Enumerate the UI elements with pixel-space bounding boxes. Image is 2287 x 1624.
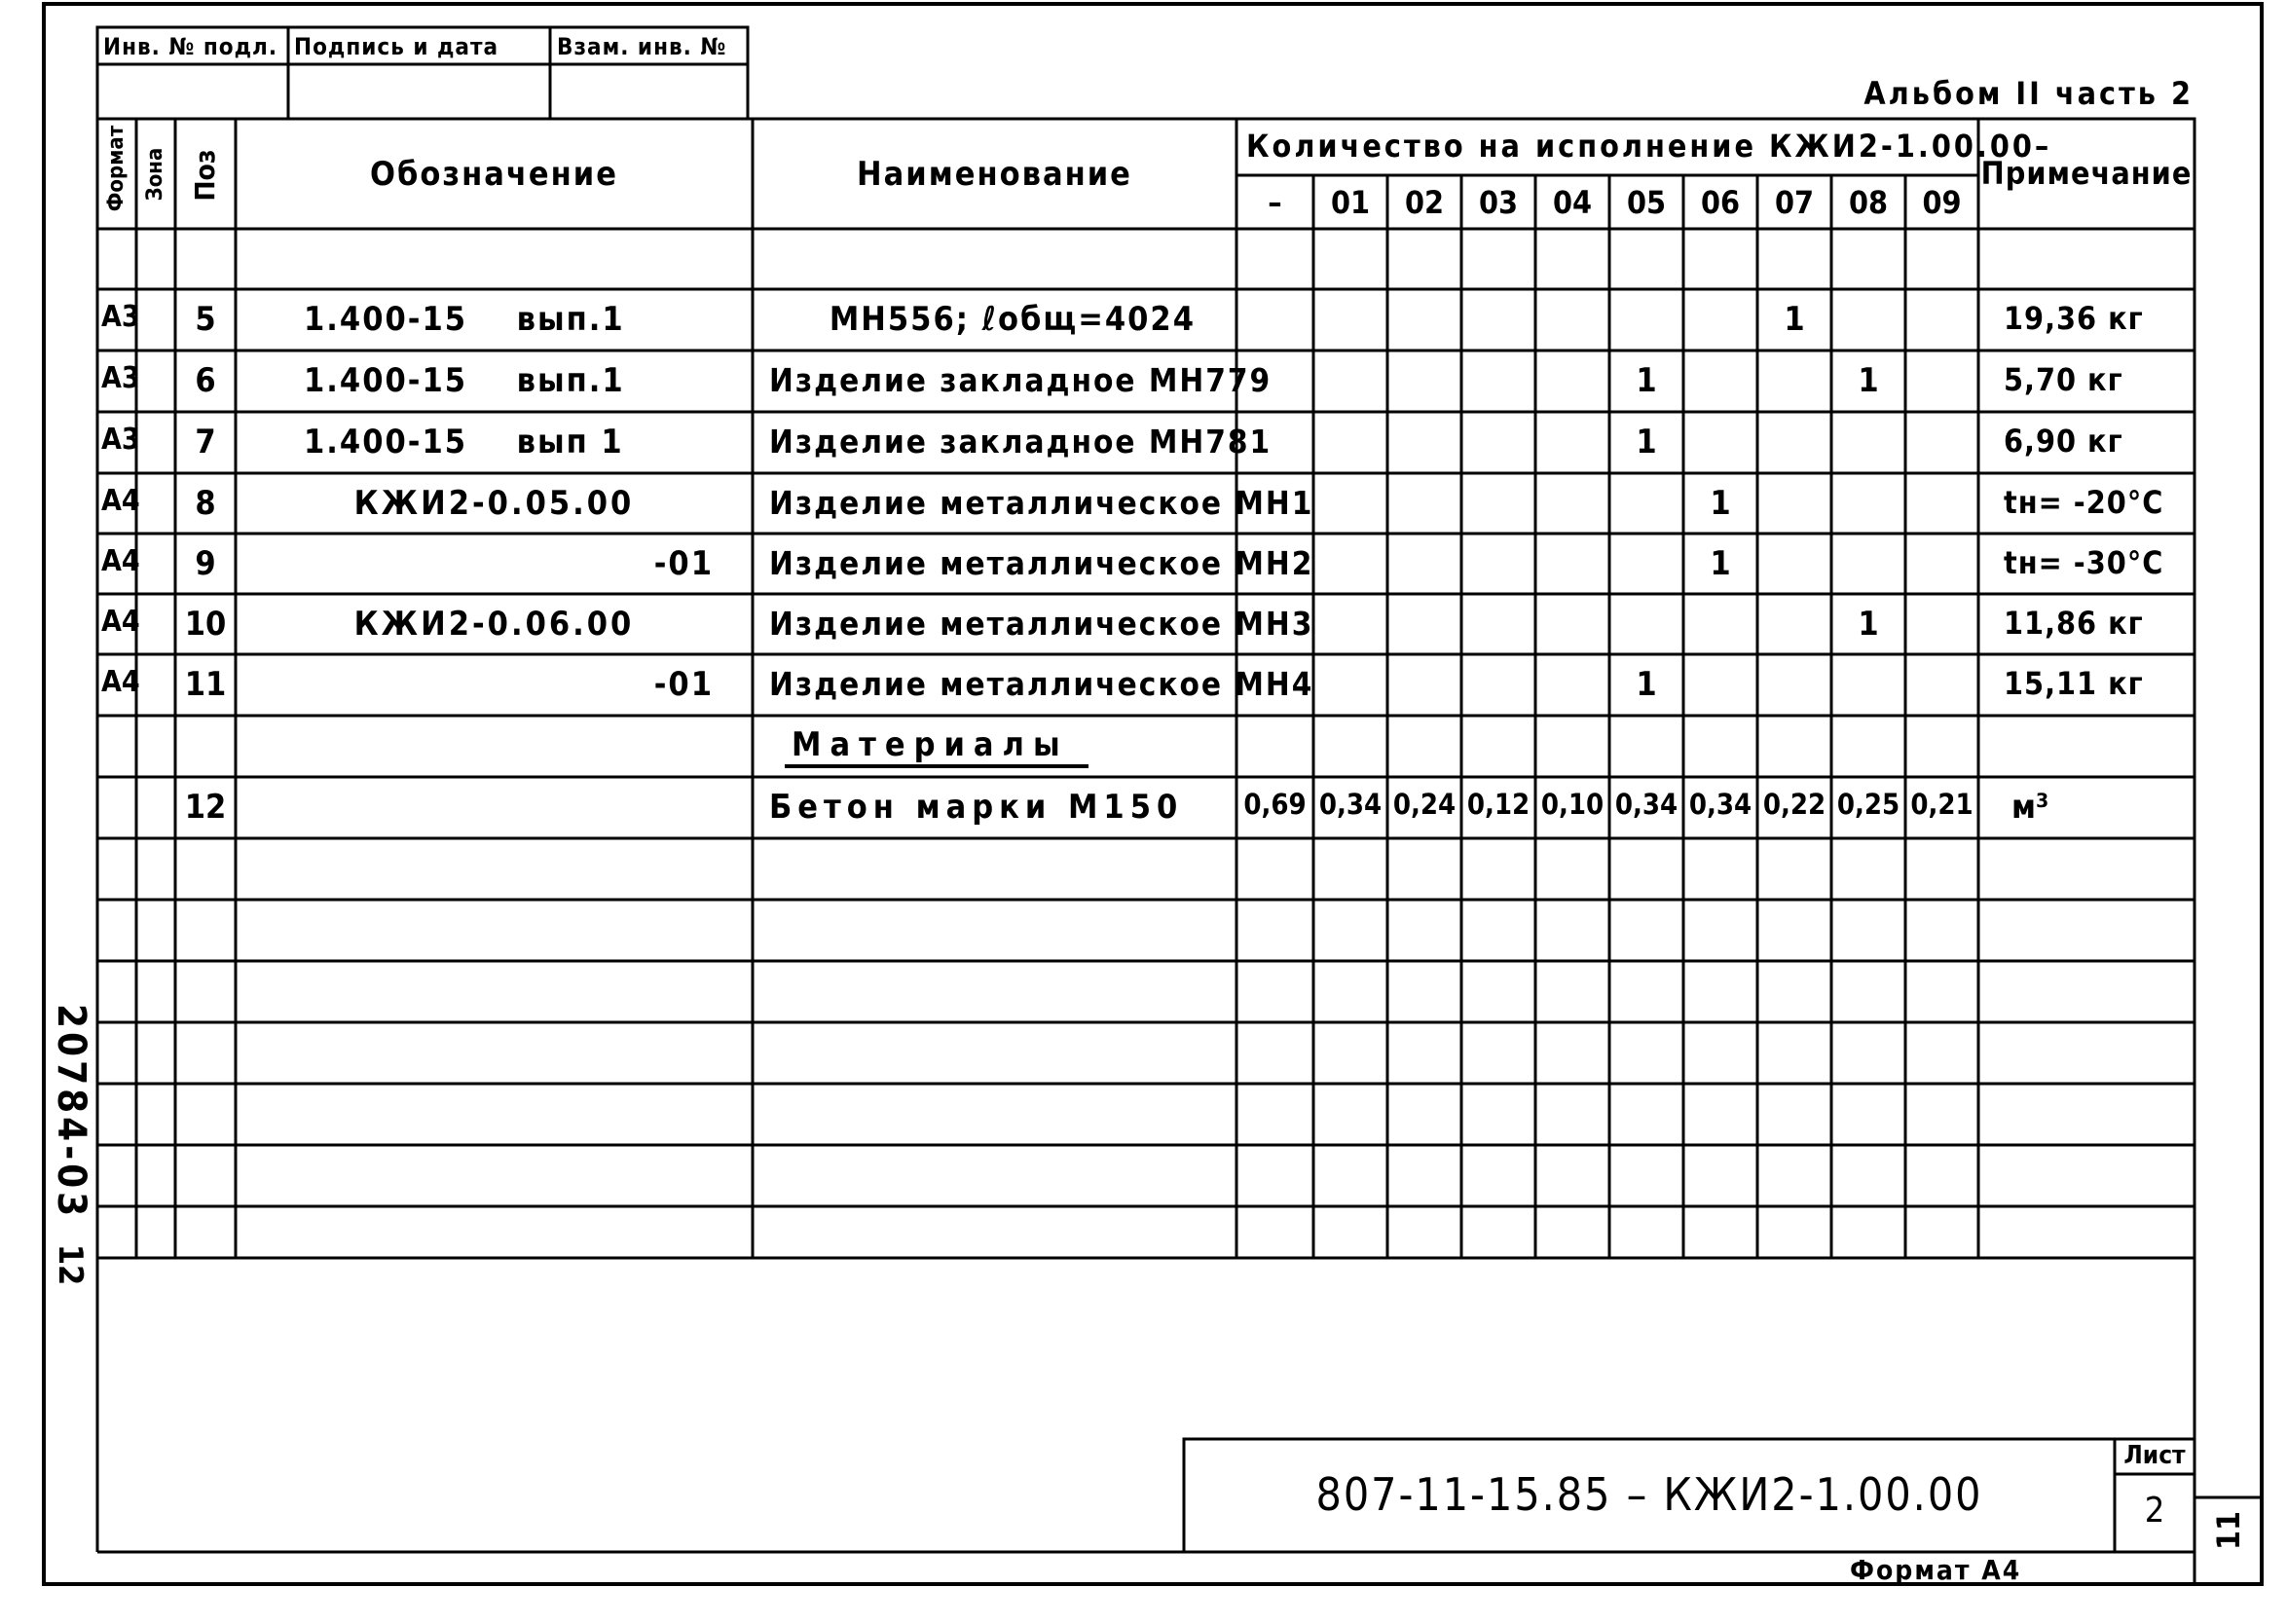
row-primechanie: 15,11 кг: [2004, 665, 2144, 702]
material-qty: 0,10: [1540, 788, 1605, 821]
material-qty: 0,21: [1910, 788, 1973, 821]
material-qty: 0,34: [1614, 788, 1678, 821]
material-qty: 0,25: [1836, 788, 1900, 821]
variant-header: 05: [1626, 184, 1667, 221]
stamp-podpis-data: Подпись и дата: [294, 33, 499, 60]
materials-title: Материалы: [792, 725, 1069, 764]
row-poz: 9: [195, 544, 216, 583]
row-format: А4: [101, 665, 140, 699]
row-qty: 1: [1858, 605, 1879, 644]
row-oboznachenie: -01: [653, 544, 714, 583]
title-list-label: Лист: [2123, 1441, 2186, 1470]
row-format: А4: [101, 544, 140, 578]
row-qty: 1: [1710, 484, 1731, 523]
header-kolichestvo: Количество на исполнение КЖИ2-1.00.00–: [1246, 128, 2052, 165]
row-format: А3: [101, 423, 140, 457]
row-naimenovanie: Изделие закладное МН779: [769, 361, 1273, 399]
side-doc-number: 20784-03: [49, 1004, 93, 1221]
row-oboznachenie: 1.400-15 вып 1: [304, 423, 624, 461]
row-primechanie: 5,70 кг: [2004, 361, 2123, 398]
material-qty: 0,69: [1243, 788, 1307, 821]
row-naimenovanie: Изделие металлическое МН2: [769, 544, 1314, 582]
material-name: Бетон марки М150: [769, 788, 1184, 827]
row-qty: 1: [1636, 423, 1657, 461]
row-oboznachenie: КЖИ2-0.06.00: [353, 605, 635, 644]
right-page-number: 11: [2210, 1510, 2247, 1551]
variant-header: 08: [1848, 184, 1889, 221]
stamp-inv-podl: Инв. № подл.: [103, 33, 278, 60]
variant-header: 03: [1478, 184, 1519, 221]
header-poz: Поз: [189, 149, 221, 202]
row-naimenovanie: Изделие металлическое МН4: [769, 665, 1314, 703]
row-naimenovanie: Изделие металлическое МН3: [769, 605, 1314, 643]
title-doc-code: 807-11-15.85 – КЖИ2-1.00.00: [1315, 1468, 1983, 1521]
stamp-vzam-inv: Взам. инв. №: [557, 33, 727, 60]
row-format: А3: [101, 361, 140, 395]
variant-header: 06: [1700, 184, 1741, 221]
row-primechanie: 11,86 кг: [2004, 605, 2144, 642]
row-oboznachenie: КЖИ2-0.05.00: [353, 484, 635, 523]
material-poz: 12: [184, 788, 227, 827]
row-oboznachenie: 1.400-15 вып.1: [304, 361, 625, 400]
row-poz: 6: [195, 361, 216, 400]
variant-header: 02: [1404, 184, 1445, 221]
row-oboznachenie: -01: [653, 665, 714, 704]
row-poz: 8: [195, 484, 216, 523]
row-poz: 7: [195, 423, 216, 461]
row-oboznachenie: 1.400-15 вып.1: [304, 300, 625, 339]
header-format: Формат: [104, 125, 129, 212]
row-poz: 11: [184, 665, 227, 704]
material-note: м³: [2011, 788, 2049, 827]
variant-header: 04: [1552, 184, 1593, 221]
row-qty: 1: [1784, 300, 1805, 339]
row-qty: 1: [1710, 544, 1731, 583]
row-poz: 5: [195, 300, 216, 339]
material-qty: 0,34: [1688, 788, 1752, 821]
row-format: А3: [101, 300, 140, 334]
header-oboznachenie: Обозначение: [369, 155, 618, 194]
material-qty: 0,34: [1318, 788, 1383, 821]
row-primechanie: tн= -20°С: [2004, 484, 2164, 521]
variant-header: 07: [1774, 184, 1815, 221]
material-qty: 0,24: [1392, 788, 1457, 821]
album-label: Альбом II часть 2: [1863, 75, 2194, 112]
side-page-number: 12: [51, 1243, 90, 1286]
row-qty: 1: [1636, 665, 1657, 704]
variant-header: 09: [1922, 184, 1962, 221]
header-naimenovanie: Наименование: [857, 155, 1132, 194]
row-qty: 1: [1858, 361, 1879, 400]
format-label: Формат А4: [1850, 1554, 2022, 1586]
variant-header: –: [1268, 184, 1282, 221]
header-zona: Зона: [143, 147, 167, 202]
row-format: А4: [101, 484, 140, 518]
variant-header: 01: [1330, 184, 1371, 221]
row-primechanie: 6,90 кг: [2004, 423, 2123, 460]
row-naimenovanie: Изделие закладное МН781: [769, 423, 1273, 461]
row-naimenovanie: Изделие металлическое МН1: [769, 484, 1314, 522]
material-qty: 0,22: [1762, 788, 1826, 821]
row-qty: 1: [1636, 361, 1657, 400]
material-qty: 0,12: [1466, 788, 1531, 821]
row-naimenovanie: МН556; ℓобщ=4024: [829, 300, 1196, 339]
row-primechanie: 19,36 кг: [2004, 300, 2144, 337]
row-format: А4: [101, 605, 140, 639]
header-primechanie: Примечание: [1980, 155, 2193, 192]
row-primechanie: tн= -30°С: [2004, 544, 2164, 581]
title-list-value: 2: [2144, 1491, 2165, 1531]
row-poz: 10: [184, 605, 227, 644]
